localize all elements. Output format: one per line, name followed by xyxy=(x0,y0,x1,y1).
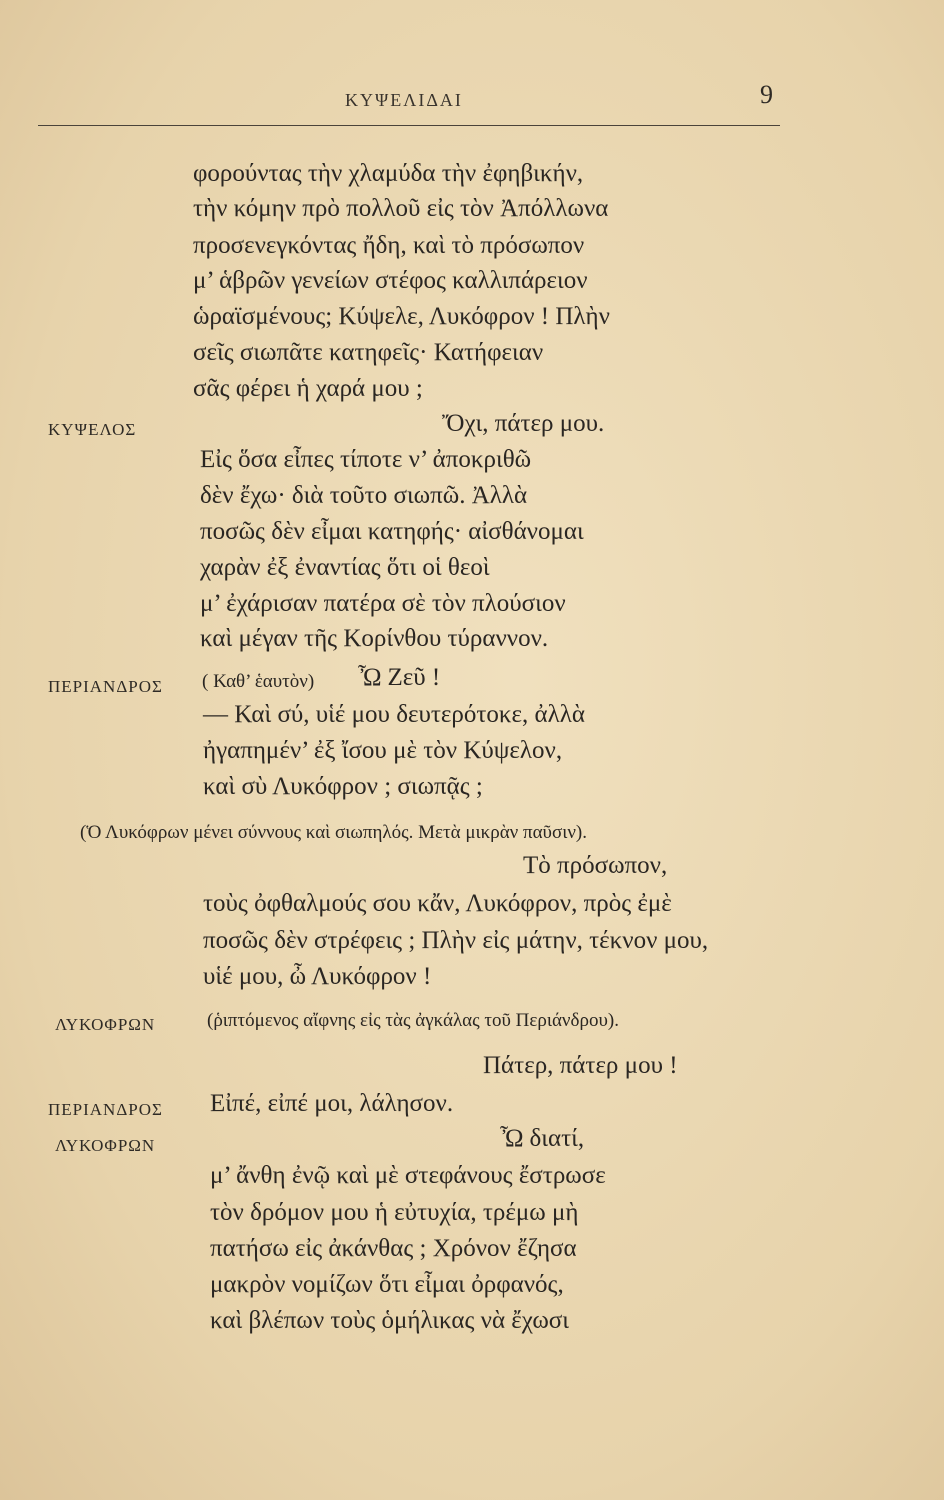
page-number: 9 xyxy=(760,80,773,109)
verse-line: μ’ ἐχάρισαν πατέρα σὲ τὸν πλούσιον xyxy=(200,590,566,617)
verse-line: Ὦ Ζεῦ ! xyxy=(358,664,441,691)
stage-direction: (ῥιπτόμενος αἴφνης εἰς τὰς ἀγκάλας τοῦ Περιάνδρου). xyxy=(207,1010,619,1031)
verse-line: Εἰς ὅσα εἶπες τίποτε ν’ ἀποκριθῶ xyxy=(200,446,532,473)
verse-line: καὶ μέγαν τῆς Κορίνθου τύραννον. xyxy=(200,625,549,652)
stage-direction: ( Καθ’ ἑαυτὸν) xyxy=(202,671,315,692)
stage-direction: (Ὁ Λυκόφρων μένει σύννους καὶ σιωπηλός. Μετὰ μικρὰν παῦσιν). xyxy=(80,822,587,843)
verse-line: δὲν ἔχω· διὰ τοῦτο σιωπῶ. Ἀλλὰ xyxy=(200,482,528,509)
verse-line: — Καὶ σύ, υἱέ μου δευτερότοκε, ἀλλὰ xyxy=(203,701,585,728)
verse-line: προσενεγκόντας ἤδη, καὶ τὸ πρόσωπον xyxy=(193,232,585,259)
verse-line: τὸν δρόμον μου ἡ εὐτυχία, τρέμω μὴ xyxy=(210,1199,579,1226)
verse-line: ποσῶς δὲν εἶμαι κατηφής· αἰσθάνομαι xyxy=(200,518,584,545)
verse-line: ἠγαπημέν’ ἐξ ἴσου μὲ τὸν Κύψελον, xyxy=(203,737,563,764)
running-header: ΚΥΨΕΛΙΔΑΙ xyxy=(345,90,463,110)
verse-line: Πάτερ, πάτερ μου ! xyxy=(483,1052,678,1079)
verse-line: Ὦ διατί, xyxy=(500,1125,585,1152)
verse-line: τὴν κόμην πρὸ πολλοῦ εἰς τὸν Ἀπόλλωνα xyxy=(193,195,609,222)
speaker-lykofron: ΛΥΚΟΦΡΩΝ xyxy=(55,1136,156,1155)
verse-line: υἱέ μου, ὦ Λυκόφρον ! xyxy=(203,963,432,990)
speaker-lykofron: ΛΥΚΟΦΡΩΝ xyxy=(55,1015,156,1034)
verse-line: μ’ ἄνθη ἐνῷ καὶ μὲ στεφάνους ἔστρωσε xyxy=(210,1162,606,1189)
verse-line: καὶ σὺ Λυκόφρον ; σιωπᾷς ; xyxy=(203,773,483,800)
verse-line: χαρὰν ἐξ ἐναντίας ὅτι οἱ θεοὶ xyxy=(200,554,490,581)
verse-line: σεῖς σιωπᾶτε κατηφεῖς· Κατήφειαν xyxy=(193,339,544,366)
verse-line: πατήσω εἰς ἀκάνθας ; Χρόνον ἔζησα xyxy=(210,1235,577,1262)
speaker-periandros: ΠΕΡΙΑΝΔΡΟΣ xyxy=(48,677,163,696)
verse-line: ποσῶς δὲν στρέφεις ; Πλὴν εἰς μάτην, τέκνον μου, xyxy=(203,927,709,954)
verse-line: τοὺς ὀφθαλμούς σου κἄν, Λυκόφρον, πρὸς ἐμὲ xyxy=(203,890,672,917)
verse-line: μ’ ἁβρῶν γενείων στέφος καλλιπάρειον xyxy=(193,267,588,294)
header-rule xyxy=(38,125,780,126)
verse-line: καὶ βλέπων τοὺς ὁμήλικας νὰ ἔχωσι xyxy=(210,1307,569,1334)
verse-line: ὡραϊσμένους; Κύψελε, Λυκόφρον ! Πλὴν xyxy=(193,303,610,330)
verse-line: Ὄχι, πάτερ μου. xyxy=(442,410,605,437)
verse-line: μακρὸν νομίζων ὅτι εἶμαι ὀρφανός, xyxy=(210,1271,564,1298)
verse-line: φορούντας τὴν χλαμύδα τὴν ἐφηβικήν, xyxy=(193,160,584,187)
verse-line: Τὸ πρόσωπον, xyxy=(523,852,668,879)
verse-line: σᾶς φέρει ἡ χαρά μου ; xyxy=(193,375,423,402)
speaker-kypselos: ΚΥΨΕΛΟΣ xyxy=(48,420,137,439)
verse-line: Εἰπέ, εἰπέ μοι, λάλησον. xyxy=(210,1090,454,1117)
speaker-periandros: ΠΕΡΙΑΝΔΡΟΣ xyxy=(48,1100,163,1119)
